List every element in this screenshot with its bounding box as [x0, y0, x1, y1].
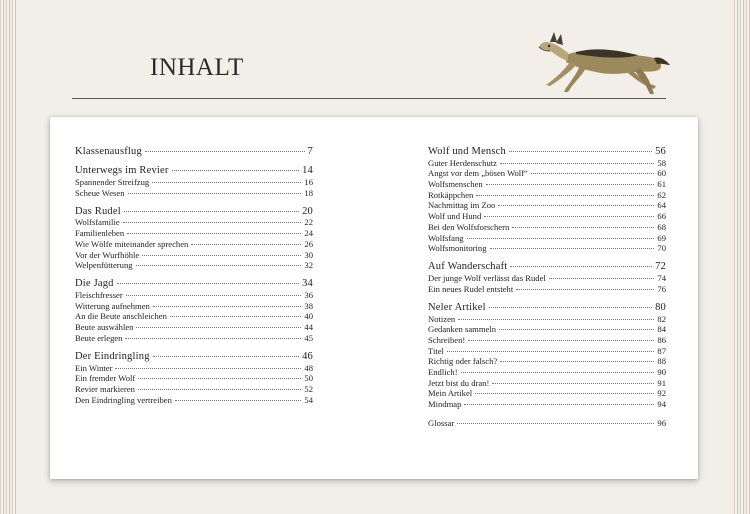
toc-entry-page-number: 58 — [657, 157, 666, 168]
dot-leader — [489, 307, 652, 308]
wolf-icon — [539, 32, 670, 94]
dot-leader — [492, 383, 654, 384]
toc-chapter-entry — [75, 207, 313, 218]
toc-entry-title: An die Beute anschleichen — [75, 311, 167, 322]
toc-entry — [428, 233, 666, 244]
wolf-illustration — [536, 22, 672, 98]
toc-entry-page-number: 16 — [304, 176, 313, 187]
toc-entry — [75, 260, 313, 271]
toc-entry-title: Fleischfresser — [75, 290, 123, 301]
toc-entry-page-number: 44 — [304, 322, 313, 333]
toc-entry-page-number: 56 — [655, 146, 666, 157]
toc-entry-page-number: 74 — [657, 273, 666, 284]
toc-entry-page-number: 48 — [304, 362, 313, 373]
toc-entry — [428, 284, 666, 295]
dot-leader — [152, 182, 301, 183]
dot-leader — [117, 283, 299, 284]
toc-section — [428, 418, 666, 429]
toc-chapter-entry — [75, 147, 313, 158]
toc-entry-page-number: 40 — [304, 311, 313, 322]
toc-entry-title: Neler Artikel — [428, 301, 486, 313]
dot-leader — [510, 266, 652, 267]
toc-chapter-entry — [428, 262, 666, 273]
toc-entry — [75, 322, 313, 333]
toc-entry-page-number: 36 — [304, 290, 313, 301]
toc-entry-page-number: 20 — [302, 205, 313, 217]
toc-entry — [428, 356, 666, 367]
toc-entry — [428, 324, 666, 335]
toc-entry — [428, 399, 666, 410]
toc-entry-title: Ein fremder Wolf — [75, 373, 136, 384]
dot-leader — [516, 289, 654, 290]
toc-entry-title: Titel — [428, 345, 444, 356]
toc-entry — [428, 273, 666, 284]
toc-entry-title: Ein neues Rudel entsteht — [428, 283, 514, 294]
toc-entry — [75, 333, 313, 344]
toc-entry-page-number: 64 — [657, 200, 666, 211]
dot-leader — [125, 338, 301, 339]
toc-entry-page-number: 69 — [657, 232, 666, 243]
dot-leader — [172, 170, 299, 171]
toc-entry-page-number: 60 — [657, 168, 666, 179]
toc-entry-title: Wolfsmenschen — [428, 179, 483, 190]
dot-leader — [475, 393, 654, 394]
toc-entry-page-number: 7 — [307, 146, 313, 157]
toc-entry-page-number: 54 — [304, 394, 313, 405]
toc-entry-page-number: 96 — [657, 418, 666, 429]
toc-entry — [75, 239, 313, 250]
toc-chapter-entry — [75, 352, 313, 363]
toc-entry-page-number: 61 — [657, 179, 666, 190]
toc-section — [428, 147, 666, 254]
page-title: INHALT — [150, 54, 244, 81]
right-decorative-border — [734, 0, 750, 514]
toc-entry-page-number: 84 — [657, 324, 666, 335]
toc-entry — [428, 314, 666, 325]
left-decorative-border — [0, 0, 16, 514]
dot-leader — [126, 295, 302, 296]
dot-leader — [123, 222, 302, 223]
toc-entry-page-number: 86 — [657, 335, 666, 345]
toc-entry — [428, 158, 666, 169]
toc-entry — [75, 384, 313, 395]
toc-entry-title: Das Rudel — [75, 205, 121, 217]
toc-entry — [75, 250, 313, 261]
dot-leader — [512, 227, 654, 228]
dot-leader — [153, 356, 299, 357]
toc-entry-page-number: 62 — [657, 189, 666, 200]
toc-entry-title: Familienleben — [75, 228, 125, 239]
toc-entry-title: Gedanken sammeln — [428, 324, 497, 335]
toc-entry-title: Die Jagd — [75, 278, 114, 290]
toc-entry-title: Revier markieren — [75, 384, 135, 395]
toc-entry-page-number: 82 — [657, 313, 666, 324]
toc-entry-title: Endlich! — [428, 367, 458, 378]
dot-leader — [500, 361, 654, 362]
toc-entry-title: Der junge Wolf verlässt das Rudel — [428, 273, 546, 284]
toc-entry-page-number: 18 — [304, 187, 313, 198]
dot-leader — [461, 372, 655, 373]
toc-entry-title: Glossar — [428, 418, 455, 429]
toc-chapter-entry — [428, 303, 666, 314]
dot-leader — [124, 211, 299, 212]
toc-entry-title: Schreiben! — [428, 335, 466, 345]
toc-entry-page-number: 80 — [655, 301, 666, 313]
toc-entry-title: Scheue Wesen — [75, 187, 125, 198]
toc-entry-page-number: 66 — [657, 211, 666, 222]
toc-entry-title: Nachmittag im Zoo — [428, 200, 496, 211]
toc-entry-title: Spannender Streifzug — [75, 176, 150, 187]
dot-leader — [191, 244, 301, 245]
toc-entry-title: Mindmap — [428, 399, 462, 410]
toc-entry-page-number: 26 — [304, 238, 313, 249]
toc-entry-page-number: 46 — [302, 351, 313, 362]
toc-entry-title: Jetzt bist du dran! — [428, 377, 490, 388]
dot-leader — [127, 233, 301, 234]
dot-leader — [145, 151, 305, 152]
toc-entry-title: Richtig oder falsch? — [428, 356, 498, 367]
toc-entry-title: Guter Herdenschutz — [428, 157, 497, 168]
dot-leader — [486, 184, 655, 185]
toc-chapter-entry — [75, 166, 313, 177]
toc-entry-title: Rotkäppchen — [428, 189, 474, 200]
toc-section — [75, 207, 313, 271]
toc-entry-page-number: 32 — [304, 260, 313, 271]
toc-entry-title: Den Eindringling vertreiben — [75, 394, 172, 405]
dot-leader — [128, 193, 302, 194]
toc-entry-title: Wolfsmonitoring — [428, 243, 487, 254]
toc-section — [75, 279, 313, 343]
toc-entry-title: Wolfsfang — [428, 232, 464, 243]
toc-entry-page-number: 92 — [657, 388, 666, 399]
dot-leader — [531, 173, 655, 174]
dot-leader — [170, 316, 302, 317]
toc-page — [50, 117, 698, 479]
toc-entry — [428, 388, 666, 399]
toc-entry-title: Der Eindringling — [75, 351, 150, 362]
toc-entry-page-number: 14 — [302, 165, 313, 177]
toc-entry — [428, 168, 666, 179]
toc-entry-page-number: 38 — [304, 300, 313, 311]
dot-leader — [499, 329, 654, 330]
dot-leader — [490, 248, 655, 249]
toc-entry-title: Welpenfütterung — [75, 260, 133, 271]
toc-entry — [75, 395, 313, 406]
dot-leader — [136, 265, 302, 266]
toc-entry-title: Wolfsfamilie — [75, 217, 120, 228]
dot-leader — [464, 404, 654, 405]
toc-entry-title: Bei den Wolfsforschern — [428, 221, 510, 232]
dot-leader — [458, 319, 654, 320]
toc-entry-title: Unterwegs im Revier — [75, 165, 169, 177]
toc-entry-page-number: 72 — [655, 261, 666, 273]
toc-right-column — [428, 147, 666, 438]
dot-leader — [500, 163, 654, 164]
dot-leader — [175, 400, 302, 401]
toc-entry — [428, 367, 666, 378]
toc-entry — [75, 217, 313, 228]
toc-entry — [428, 179, 666, 190]
toc-entry — [75, 373, 313, 384]
toc-entry-title: Beute erlegen — [75, 332, 123, 343]
toc-section — [75, 147, 313, 158]
toc-entry-title: Notizen — [428, 313, 456, 324]
toc-entry — [428, 222, 666, 233]
title-underline — [72, 98, 666, 99]
dot-leader — [498, 205, 654, 206]
toc-entry-page-number: 70 — [657, 243, 666, 254]
toc-entry-page-number: 88 — [657, 356, 666, 367]
toc-entry-title: Beute auswählen — [75, 322, 134, 333]
toc-entry-title: Wolf und Mensch — [428, 146, 506, 157]
toc-entry — [428, 190, 666, 201]
toc-chapter-entry — [75, 279, 313, 290]
toc-entry-title: Mein Artikel — [428, 388, 473, 399]
toc-entry-title: Angst vor dem „bösen Wolf“ — [428, 168, 528, 179]
toc-entry — [428, 346, 666, 357]
dot-leader — [115, 368, 301, 369]
toc-section — [428, 303, 666, 410]
toc-entry-title: Klassenausflug — [75, 146, 142, 157]
toc-entry-title: Vor der Wurfhöhle — [75, 249, 140, 260]
toc-entry-page-number: 22 — [304, 217, 313, 228]
dot-leader — [476, 195, 654, 196]
toc-entry-page-number: 24 — [304, 228, 313, 239]
toc-entry — [428, 335, 666, 346]
toc-section — [75, 352, 313, 405]
toc-entry-title: Ein Winter — [75, 362, 113, 373]
toc-entry-page-number: 90 — [657, 367, 666, 378]
toc-entry-title: Auf Wanderschaft — [428, 261, 508, 273]
dot-leader — [549, 278, 655, 279]
dot-leader — [138, 389, 302, 390]
toc-left-column — [75, 147, 313, 414]
toc-entry-page-number: 91 — [657, 377, 666, 388]
toc-entry-page-number: 68 — [657, 221, 666, 232]
toc-entry-page-number: 94 — [657, 399, 666, 410]
toc-entry — [428, 200, 666, 211]
toc-entry-page-number: 30 — [304, 249, 313, 260]
toc-entry-page-number: 34 — [302, 278, 313, 290]
dot-leader — [153, 306, 302, 307]
toc-entry-page-number: 50 — [304, 373, 313, 384]
toc-entry — [75, 290, 313, 301]
dot-leader — [138, 378, 301, 379]
toc-entry — [75, 228, 313, 239]
toc-entry — [428, 378, 666, 389]
toc-entry-page-number: 45 — [304, 332, 313, 343]
toc-entry-title: Wolf und Hund — [428, 211, 482, 222]
toc-entry — [428, 211, 666, 222]
toc-entry-page-number: 52 — [304, 384, 313, 395]
toc-entry — [428, 418, 666, 429]
toc-section — [75, 166, 313, 198]
dot-leader — [142, 255, 301, 256]
dot-leader — [457, 423, 654, 424]
toc-section — [428, 262, 666, 294]
toc-entry-page-number: 76 — [657, 283, 666, 294]
dot-leader — [467, 238, 655, 239]
toc-entry — [75, 188, 313, 199]
dot-leader — [509, 151, 652, 152]
toc-entry — [75, 301, 313, 312]
toc-entry-title: Wie Wölfe miteinander sprechen — [75, 238, 189, 249]
dot-leader — [468, 340, 654, 341]
toc-entry — [75, 363, 313, 374]
toc-entry-page-number: 87 — [657, 345, 666, 356]
toc-chapter-entry — [428, 147, 666, 158]
toc-entry — [75, 177, 313, 188]
toc-entry-title: Witterung aufnehmen — [75, 300, 150, 311]
dot-leader — [136, 327, 301, 328]
dot-leader — [447, 351, 654, 352]
dot-leader — [484, 216, 654, 217]
toc-entry — [75, 311, 313, 322]
toc-entry — [428, 243, 666, 254]
